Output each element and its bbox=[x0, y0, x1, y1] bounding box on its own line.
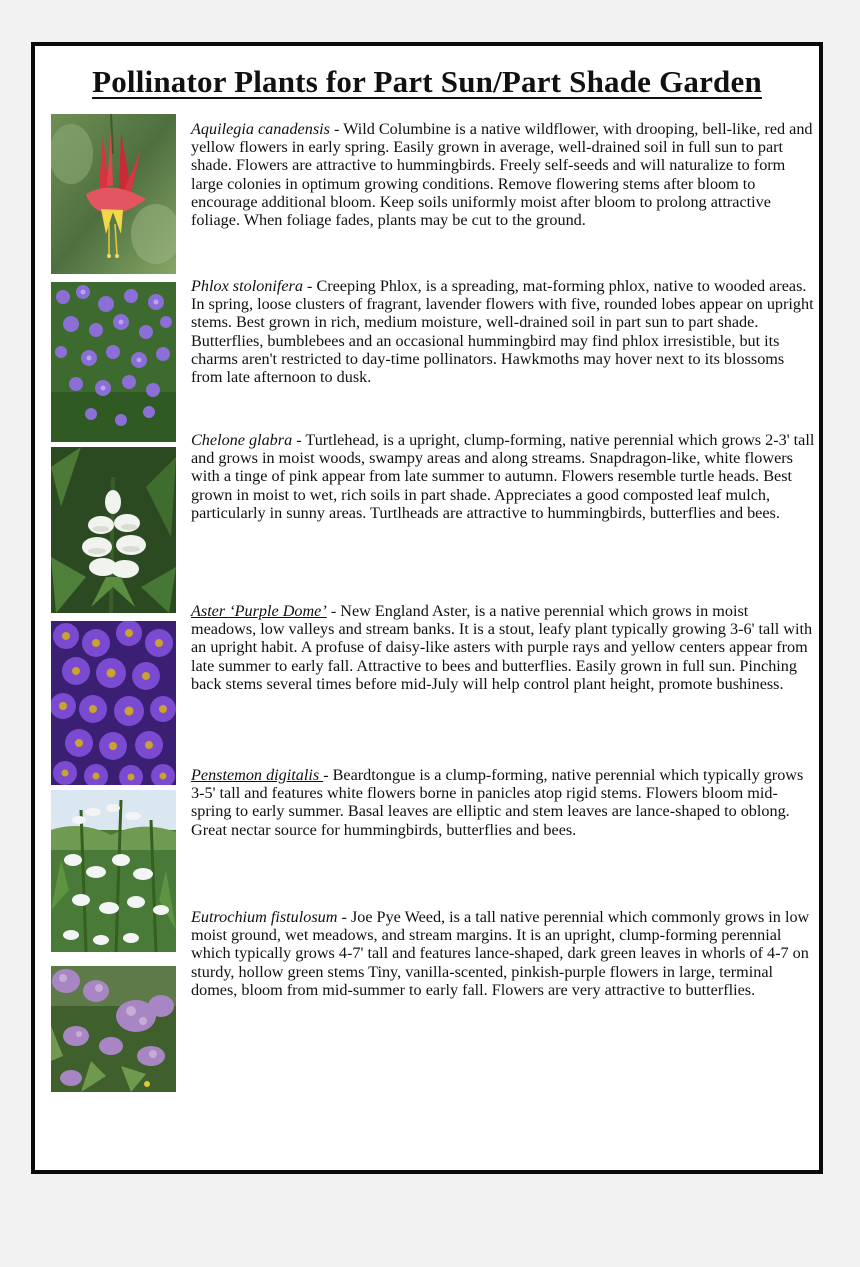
pink-joe-pye-weed-photo-icon bbox=[51, 966, 176, 1092]
page-title: Pollinator Plants for Part Sun/Part Shade Garden bbox=[92, 64, 762, 99]
plant-entry-wild-columbine: Aquilegia canadensis - Wild Columbine is a native wildflower, with drooping, bell-like, red and yellow flowers in early spring. Easily grown in average, well-drained soil in full sun to part shade. Flowers are attractive to hummingbirds. Freely self-seeds and will naturalize to form large colonies in optimum growing conditions. Remove flowering stems after bloom to encourage additional bloom. Keep soils uniformly moist after bloom to prolong attractive foliage. When foliage fades, plants may be cut to the ground. bbox=[191, 120, 813, 230]
plant-entry-new-england-aster: Aster ‘Purple Dome’ - New England Aster, is a native perennial which grows in moist meadows, low valleys and stream banks. It is a stout, leafy plant typically growing 3-6' tall with an upright habit. A profuse of daisy-like asters with purple rays and yellow centers appear from late summer to early fall. Attractive to bees and butterflies. Easily grown in full sun. Pinching back stems several times before mid-July will help control plant height, promote bushiness. bbox=[191, 602, 813, 693]
red-columbine-photo bbox=[51, 114, 176, 274]
plant-entry-creeping-phlox: Phlox stolonifera - Creeping Phlox, is a spreading, mat-forming phlox, native to wooded areas. In spring, loose clusters of fragrant, lavender flowers with five, rounded lobes appear on upright stems. Best grown in rich, medium moisture, well-drained soil in part sun to part shade. Butterflies, bumblebees and an occasional hummingbird may find phlox irresistible, but its charms aren't restricted to day-time pollinators. Hawkmoths may hover next to its blossoms from late afternoon to dusk. bbox=[191, 277, 814, 387]
plant-entry-turtlehead: Chelone glabra - Turtlehead, is a upright, clump-forming, native perennial which grows 2-3' tall and grows in moist woods, swampy areas and along streams. Snapdragon-like, white flowers with a tinge of pink appear from late summer to autumn. Flowers resemble turtle heads. Best grown in moist to wet, rich soils in part shade. Appreciates a good composted leaf mulch, particularly in sunny areas. Turtlheads are attractive to hummingbirds, butterflies and bees. bbox=[191, 431, 815, 522]
white-turtlehead-photo-icon bbox=[51, 447, 176, 613]
document-page bbox=[31, 42, 823, 1174]
plant-description: Creeping Phlox, is a spreading, mat-forming phlox, native to wooded areas. In spring, loose clusters of fragrant, lavender flowers with five, rounded lobes appear on upright stems. Best grown in rich, medium moisture, well-drained soil in part sun to part shade. Butterflies, bumblebees and an occasional hummingbird may find phlox irresistible, but its charms aren't restricted to day-time pollinators. Hawkmoths may hover next to its blossoms from late afternoon to dusk. bbox=[191, 277, 814, 387]
plant-description: Turtlehead, is a upright, clump-forming, native perennial which grows 2-3' tall and grows in moist woods, swampy areas and along streams. Snapdragon-like, white flowers with a tinge of pink appear from late summer to autumn. Flowers resemble turtle heads. Best grown in moist to wet, rich soils in part shade. Appreciates a good composted leaf mulch, particularly in sunny areas. Turtlheads are attractive to hummingbirds, butterflies and bees. bbox=[191, 431, 815, 522]
white-penstemon-photo-icon bbox=[51, 790, 176, 952]
purple-aster-photo-icon bbox=[51, 621, 176, 785]
plant-description: New England Aster, is a native perennial which grows in moist meadows, low valleys and stream banks. It is a stout, leafy plant typically growing 3-6' tall with an upright habit. A profuse of daisy-like asters with purple rays and yellow centers appear from late summer to early fall. Attractive to bees and butterflies. Easily grown in full sun. Pinching back stems several times before mid-July will help control plant height, promote bushiness. bbox=[191, 602, 813, 693]
plant-name: Aster ‘Purple Dome’ bbox=[191, 602, 327, 620]
plant-description: Joe Pye Weed, is a tall native perennial which commonly grows in low moist ground, wet meadows, and stream margins. It is an upright, clump-forming perennial which typically grows 4-7' tall and features lance-shaped, dark green leaves in whorls of 4-7 on sturdy, hollow green stems Tiny, vanilla-scented, pinkish-purple flowers in large, terminal domes, bloom from mid-summer to early fall. Flowers are very attractive to butterflies. bbox=[191, 908, 810, 999]
plant-entry-beardtongue: Penstemon digitalis - Beardtongue is a clump-forming, native perennial which typically grows 3-5' tall and features white flowers borne in panicles atop rigid stems. Flowers bloom mid-spring to early summer. Basal leaves are elliptic and stem leaves are lance-shaped to oblong. Great nectar source for hummingbirds, butterflies and bees. bbox=[191, 766, 804, 839]
pink-joe-pye-weed-photo bbox=[51, 966, 176, 1092]
white-penstemon-photo bbox=[51, 790, 176, 952]
plant-description: Wild Columbine is a native wildflower, with drooping, bell-like, red and yellow flowers in early spring. Easily grown in average, well-drained soil in full sun to part shade. Flowers are attractive to hummingbirds. Freely self-seeds and will naturalize to form large colonies in optimum growing conditions. Remove flowering stems after bloom to encourage additional bloom. Keep soils uniformly moist after bloom to prolong attractive foliage. When foliage fades, plants may be cut to the ground. bbox=[191, 120, 813, 230]
purple-aster-photo bbox=[51, 621, 176, 785]
plant-name: Chelone glabra bbox=[191, 431, 293, 449]
plant-name: Penstemon digitalis bbox=[191, 766, 324, 784]
plant-name: Eutrochium fistulosum bbox=[191, 908, 338, 926]
white-turtlehead-photo bbox=[51, 447, 176, 613]
red-columbine-photo-icon bbox=[51, 114, 176, 274]
plant-entry-joe-pye-weed: Eutrochium fistulosum - Joe Pye Weed, is a tall native perennial which commonly grows in low moist ground, wet meadows, and stream margins. It is an upright, clump-forming perennial which typically grows 4-7' tall and features lance-shaped, dark green leaves in whorls of 4-7 on sturdy, hollow green stems Tiny, vanilla-scented, pinkish-purple flowers in large, terminal domes, bloom from mid-summer to early fall. Flowers are very attractive to butterflies. bbox=[191, 908, 810, 999]
plant-name: Aquilegia canadensis bbox=[191, 120, 330, 138]
plant-name: Phlox stolonifera bbox=[191, 277, 303, 295]
lavender-phlox-photo bbox=[51, 282, 176, 442]
lavender-phlox-photo-icon bbox=[51, 282, 176, 442]
plant-description: Beardtongue is a clump-forming, native perennial which typically grows 3-5' tall and features white flowers borne in panicles atop rigid stems. Flowers bloom mid-spring to early summer. Basal leaves are elliptic and stem leaves are lance-shaped to oblong. Great nectar source for hummingbirds, butterflies and bees. bbox=[191, 766, 804, 839]
